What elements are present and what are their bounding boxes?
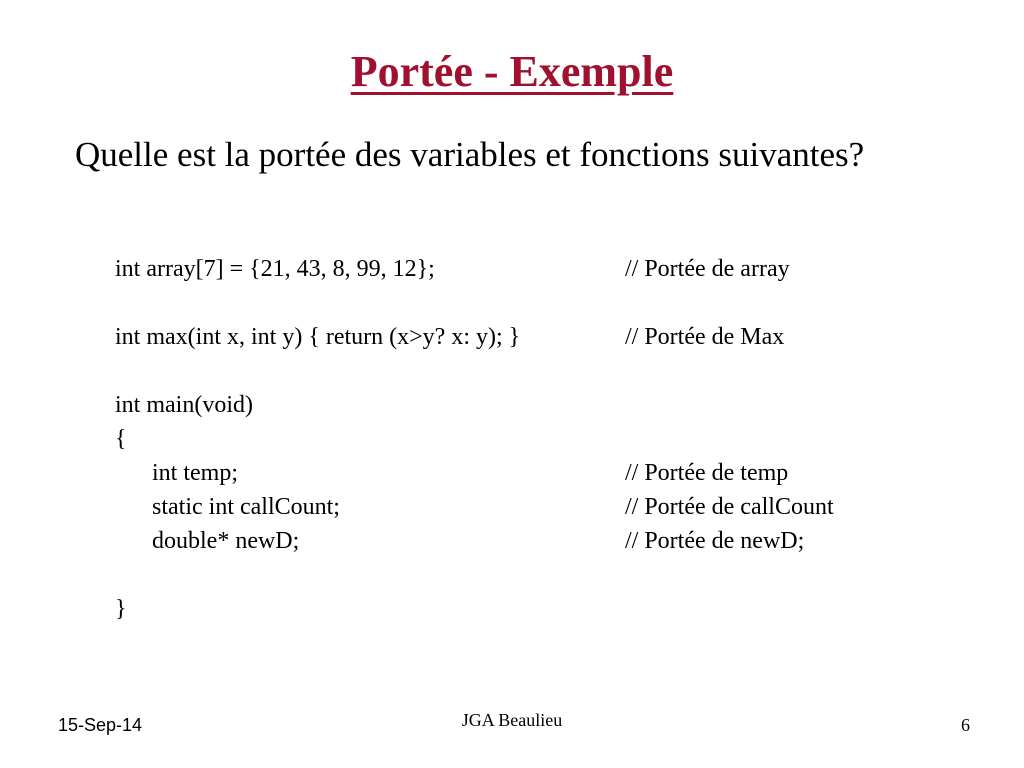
question-text: Quelle est la portée des variables et fonctions suivantes? xyxy=(75,135,865,174)
code-statement: double* newD; xyxy=(152,528,300,554)
code-blank-line xyxy=(115,354,915,388)
code-blank-line xyxy=(115,558,915,592)
footer-page-number: 6 xyxy=(961,715,970,735)
code-statement: int max(int x, int y) { return (x>y? x: y); } xyxy=(115,324,521,350)
code-comment: // Portée de temp xyxy=(625,460,789,486)
code-blank-line xyxy=(115,286,915,320)
code-statement: } xyxy=(115,596,127,622)
code-line xyxy=(115,490,915,524)
code-comment: // Portée de array xyxy=(625,256,790,282)
code-statement: static int callCount; xyxy=(152,494,340,520)
code-comment: // Portée de callCount xyxy=(625,494,834,520)
code-statement: int array[7] = {21, 43, 8, 99, 12}; xyxy=(115,256,435,282)
code-line xyxy=(115,320,915,354)
footer-date: 15-Sep-14 xyxy=(58,715,143,735)
code-line xyxy=(115,592,915,626)
code-statement: int main(void) xyxy=(115,392,253,418)
code-line xyxy=(115,422,915,456)
footer-author: JGA Beaulieu xyxy=(461,710,563,730)
slide-title-text: Portée - Exemple xyxy=(350,47,674,96)
code-statement: int temp; xyxy=(152,460,238,486)
code-statement: { xyxy=(115,426,127,452)
code-line xyxy=(115,456,915,490)
code-line xyxy=(115,388,915,422)
slide-title xyxy=(0,44,1024,100)
code-line xyxy=(115,252,915,286)
code-block xyxy=(115,252,915,626)
code-comment: // Portée de Max xyxy=(625,324,785,350)
code-comment: // Portée de newD; xyxy=(625,528,805,554)
code-line xyxy=(115,524,915,558)
